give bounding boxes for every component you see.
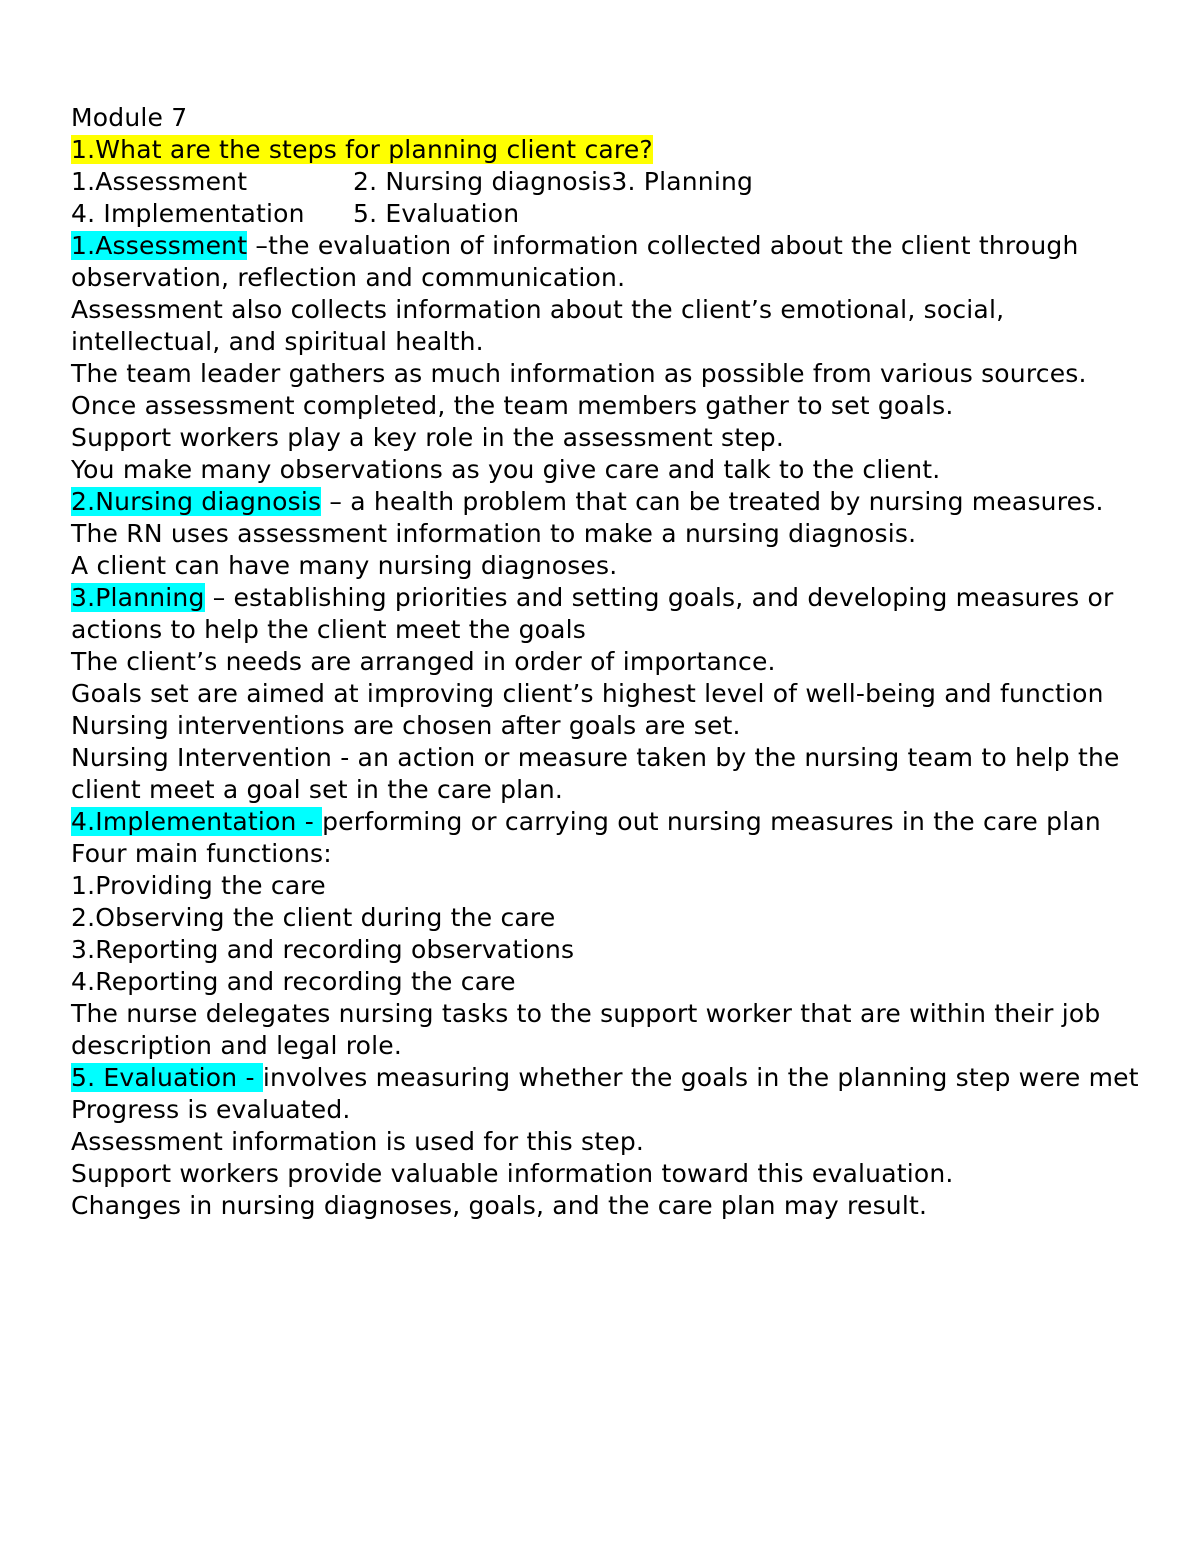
planning-line: Nursing interventions are chosen after goals are set. [71, 711, 741, 740]
implementation-definition-text: performing or carrying out nursing measures in the care plan [322, 807, 1101, 836]
step-assessment: 1.Assessment [71, 167, 248, 196]
evaluation-line: Support workers provide valuable information toward this evaluation. [71, 1159, 954, 1188]
implementation-line: 3.Reporting and recording observations [71, 935, 575, 964]
planning-term: 3.Planning [71, 583, 205, 612]
module-title: Module 7 [71, 103, 188, 132]
evaluation-line: Progress is evaluated. [71, 1095, 351, 1124]
evaluation-line: Assessment information is used for this step. [71, 1127, 645, 1156]
question-highlight: 1.What are the steps for planning client care? [71, 135, 653, 164]
question-line [71, 134, 1151, 166]
assessment-definition [71, 230, 1151, 294]
assessment-line: Once assessment completed, the team members gather to set goals. [71, 391, 954, 420]
step-planning: 3. Planning [611, 167, 754, 196]
diagnosis-definition [71, 486, 1151, 518]
diagnosis-definition-text: – a health problem that can be treated by nursing measures. [321, 487, 1104, 516]
assessment-line: The team leader gathers as much information as possible from various sources. [71, 359, 1087, 388]
assessment-line: You make many observations as you give care and talk to the client. [71, 455, 941, 484]
document-body [71, 102, 1151, 1222]
evaluation-definition-text: involves measuring whether the goals in the planning step were met [262, 1063, 1139, 1092]
evaluation-term: 5. Evaluation - [71, 1063, 263, 1092]
planning-line: The client’s needs are arranged in order of importance. [71, 647, 776, 676]
assessment-line: Assessment also collects information about the client’s emotional, social, intellectual, and spiritual health. [71, 295, 1005, 356]
assessment-definition-text: –the evaluation of information collected about the client through observation, reflection and communication. [71, 231, 1079, 292]
assessment-term: 1.Assessment [71, 231, 248, 260]
planning-definition-text: – establishing priorities and setting goals, and developing measures or actions to help the client meet the goals [71, 583, 1114, 644]
implementation-line: 2.Observing the client during the care [71, 903, 556, 932]
implementation-line: The nurse delegates nursing tasks to the support worker that are within their job description and legal role. [71, 999, 1101, 1060]
planning-definition [71, 582, 1151, 646]
diagnosis-term: 2.Nursing diagnosis [71, 487, 322, 516]
implementation-term: 4.Implementation - [71, 807, 323, 836]
implementation-line: 1.Providing the care [71, 871, 326, 900]
evaluation-definition [71, 1062, 1151, 1094]
implementation-line: Four main functions: [71, 839, 332, 868]
implementation-definition [71, 806, 1151, 838]
assessment-line: Support workers play a key role in the assessment step. [71, 423, 785, 452]
evaluation-line: Changes in nursing diagnoses, goals, and the care plan may result. [71, 1191, 928, 1220]
diagnosis-line: The RN uses assessment information to make a nursing diagnosis. [71, 519, 917, 548]
step-evaluation: 5. Evaluation [353, 199, 520, 228]
planning-line: Nursing Intervention - an action or measure taken by the nursing team to help the client meet a goal set in the care plan. [71, 743, 1120, 804]
steps-row-1 [71, 166, 1151, 198]
step-nursing-diagnosis: 2. Nursing diagnosis [353, 167, 612, 196]
planning-line: Goals set are aimed at improving client’s highest level of well-being and function [71, 679, 1104, 708]
step-implementation: 4. Implementation [71, 199, 305, 228]
diagnosis-line: A client can have many nursing diagnoses. [71, 551, 618, 580]
steps-row-2 [71, 198, 1151, 230]
implementation-line: 4.Reporting and recording the care [71, 967, 516, 996]
